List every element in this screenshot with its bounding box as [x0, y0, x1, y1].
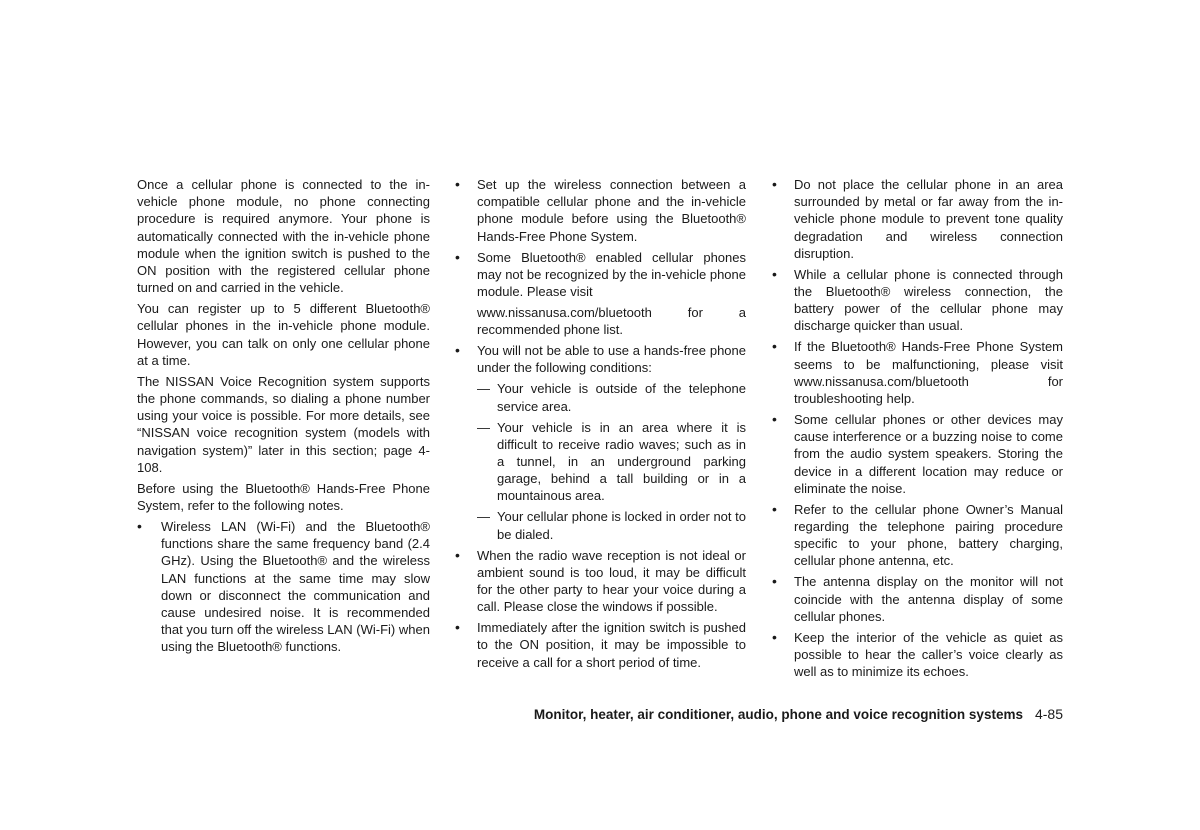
- bullet-item: • Refer to the cellular phone Owner’s Manual regarding the telephone pairing procedure specific to your phone, battery charging, cellular phone antenna, etc.: [772, 501, 1063, 570]
- bullet-item: • Do not place the cellular phone in an area surrounded by metal or far away from the in-vehicle phone module to prevent tone quality degradation and wireless connection disruption.: [772, 176, 1063, 262]
- column-3: [772, 176, 1063, 684]
- sub-item: — Your vehicle is outside of the telephone service area.: [455, 380, 746, 414]
- page-footer: [534, 706, 1063, 722]
- paragraph: The NISSAN Voice Recognition system supports the phone commands, so dialing a phone number using your voice is possible. For more details, see “NISSAN voice recognition system (models with navigation system)” later in this section; page 4-108.: [137, 373, 430, 475]
- bullet-item: • Set up the wireless connection between a compatible cellular phone and the in-vehicle phone module before using the Bluetooth® Hands-Free Phone System.: [455, 176, 746, 245]
- bullet-item: • Some Bluetooth® enabled cellular phones may not be recognized by the in-vehicle phone module. Please visit: [455, 249, 746, 301]
- bullet-item: • Wireless LAN (Wi-Fi) and the Bluetooth® functions share the same frequency band (2.4 GHz). Using the Bluetooth® and the wireless LAN functions at the same time may slow down or disconnect the communication and cause undesired noise. It is recommended that you turn off the wireless LAN (Wi-Fi) when using the Bluetooth® functions.: [137, 518, 430, 656]
- bullet-item: • You will not be able to use a hands-free phone under the following conditions:: [455, 342, 746, 376]
- paragraph: Once a cellular phone is connected to the in-vehicle phone module, no phone connecting procedure is required anymore. Your phone is automatically connected with the in-vehicle phone module when the ignition switch is pushed to the ON position with the registered cellular phone turned on and carried in the vehicle.: [137, 177, 430, 296]
- bullet-continuation: www.nissanusa.com/bluetooth for a recommended phone list.: [477, 305, 746, 338]
- paragraph: You can register up to 5 different Bluetooth® cellular phones in the in-vehicle phone module. However, you can talk on only one cellular phone at a time.: [137, 301, 430, 368]
- bullet-item: • If the Bluetooth® Hands-Free Phone System seems to be malfunctioning, please visit www.nissanusa.com/bluetooth for troubleshooting help.: [772, 338, 1063, 407]
- bullet-item: • Immediately after the ignition switch is pushed to the ON position, it may be impossible to receive a call for a short period of time.: [455, 619, 746, 671]
- sub-item: — Your vehicle is in an area where it is difficult to receive radio waves; such as in a tunnel, in an underground parking garage, behind a tall building or in a mountainous area.: [455, 419, 746, 505]
- sub-item: — Your cellular phone is locked in order not to be dialed.: [455, 508, 746, 542]
- column-1: [137, 176, 430, 659]
- paragraph: Before using the Bluetooth® Hands-Free Phone System, refer to the following notes.: [137, 480, 430, 514]
- bullet-item: • Keep the interior of the vehicle as quiet as possible to hear the caller’s voice clearly as well as to minimize its echoes.: [772, 629, 1063, 681]
- column-2: [455, 176, 746, 675]
- page-number: 4-85: [1034, 706, 1063, 722]
- bullet-item: • While a cellular phone is connected through the Bluetooth® wireless connection, the battery power of the cellular phone may discharge quicker than usual.: [772, 266, 1063, 335]
- bullet-item: • The antenna display on the monitor will not coincide with the antenna display of some cellular phones.: [772, 573, 1063, 625]
- section-title: Monitor, heater, air conditioner, audio, phone and voice recognition systems: [533, 707, 1023, 722]
- bullet-item: • When the radio wave reception is not ideal or ambient sound is too loud, it may be difficult for the other party to hear your voice during a call. Please close the windows if possible.: [455, 547, 746, 616]
- bullet-item: • Some cellular phones or other devices may cause interference or a buzzing noise to come from the audio system speakers. Storing the device in a different location may reduce or eliminate the noise.: [772, 411, 1063, 497]
